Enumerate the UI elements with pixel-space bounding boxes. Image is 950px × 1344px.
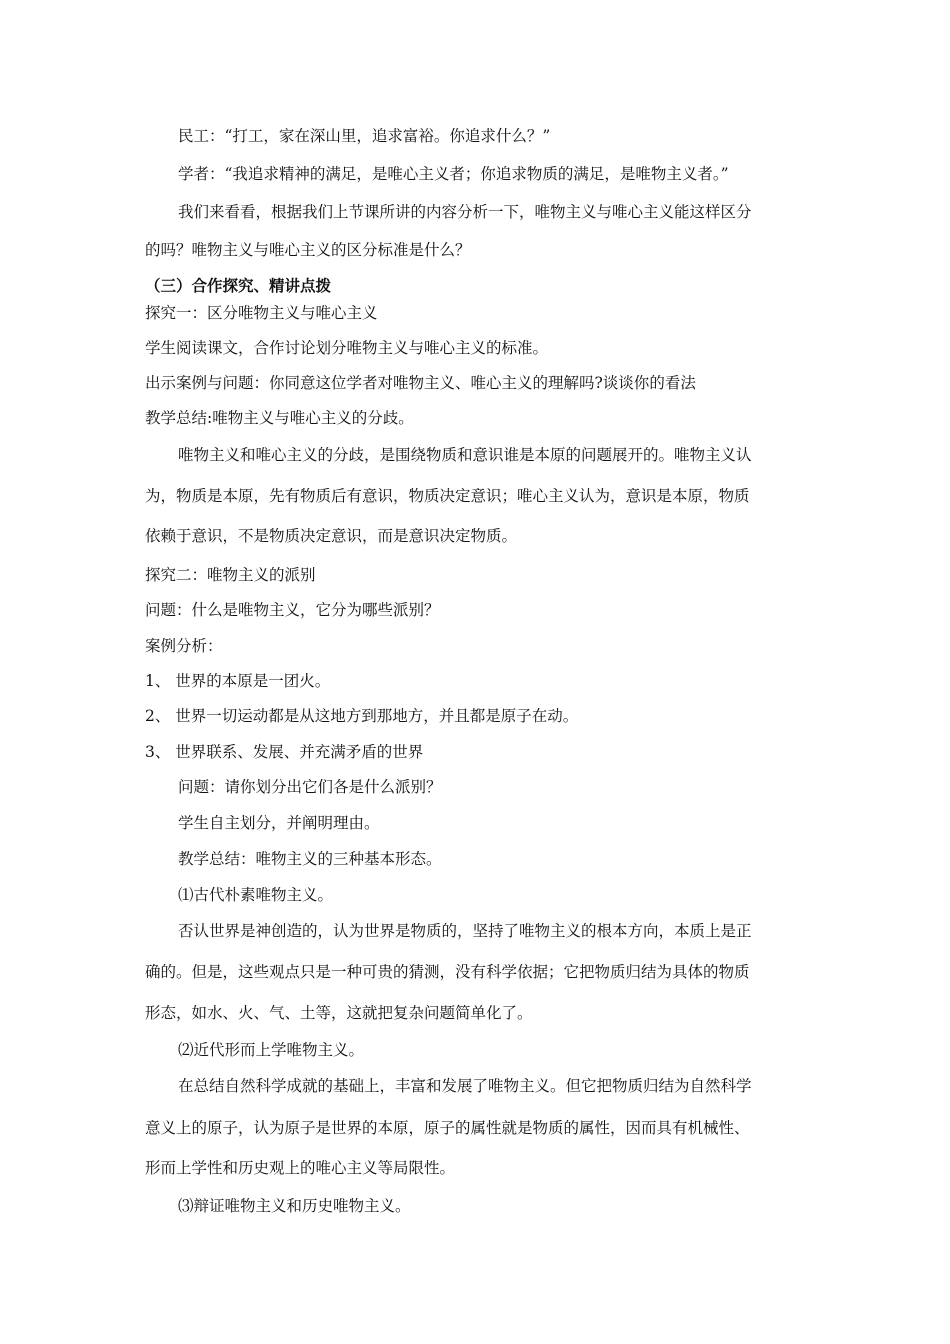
paragraph-line: 出示案例与问题：你同意这位学者对唯物主义、唯心主义的理解吗?谈谈你的看法: [145, 374, 696, 392]
paragraph-line: 的吗？唯物主义与唯心主义的区分标准是什么？: [145, 241, 471, 259]
paragraph-line: 学生自主划分，并阐明理由。: [178, 814, 380, 832]
paragraph-line: 为，物质是本原，先有物质后有意识，物质决定意识；唯心主义认为，意识是本原，物质: [145, 487, 750, 505]
dialogue-worker-line: 民工：“打工，家在深山里，追求富裕。你追求什么？”: [178, 127, 551, 145]
subsection-heading: ⑶辩证唯物主义和历史唯物主义。: [178, 1197, 411, 1215]
paragraph-line: 教学总结：唯物主义的三种基本形态。: [178, 850, 442, 868]
paragraph-line: 问题：请你划分出它们各是什么派别？: [178, 778, 442, 796]
paragraph-line: 依赖于意识，不是物质决定意识，而是意识决定物质。: [145, 527, 518, 545]
list-item: 3、 世界联系、发展、并充满矛盾的世界: [145, 743, 424, 761]
paragraph-line: 学生阅读课文，合作讨论划分唯物主义与唯心主义的标准。: [145, 339, 549, 357]
paragraph-line: 教学总结:唯物主义与唯心主义的分歧。: [145, 409, 414, 427]
list-item: 2、 世界一切运动都是从这地方到那地方，并且都是原子在动。: [145, 707, 579, 725]
dialogue-scholar-line: 学者：“我追求精神的满足，是唯心主义者；你追求物质的满足，是唯物主义者。”: [178, 165, 729, 183]
paragraph-line: 唯物主义和唯心主义的分歧，是围绕物质和意识谁是本原的问题展开的。唯物主义认: [178, 446, 752, 464]
paragraph-line: 意义上的原子，认为原子是世界的本原，原子的属性就是物质的属性，因而具有机械性、: [145, 1119, 750, 1137]
list-item: 1、 世界的本原是一团火。: [145, 672, 331, 690]
inquiry-one-heading: 探究一：区分唯物主义与唯心主义: [145, 304, 378, 322]
paragraph-line: 我们来看看，根据我们上节课所讲的内容分析一下，唯物主义与唯心主义能这样区分: [178, 203, 752, 221]
section-heading: （三）合作探究、精讲点拨: [145, 276, 332, 295]
paragraph-line: 问题：什么是唯物主义，它分为哪些派别？: [145, 601, 440, 619]
paragraph-line: 案例分析：: [145, 637, 223, 655]
paragraph-line: 形而上学性和历史观上的唯心主义等局限性。: [145, 1159, 456, 1177]
paragraph-line: 确的。但是，这些观点只是一种可贵的猜测，没有科学依据；它把物质归结为具体的物质: [145, 963, 750, 981]
subsection-heading: ⑵近代形而上学唯物主义。: [178, 1041, 365, 1059]
paragraph-line: 形态，如水、火、气、土等，这就把复杂问题简单化了。: [145, 1004, 533, 1022]
paragraph-line: 在总结自然科学成就的基础上，丰富和发展了唯物主义。但它把物质归结为自然科学: [178, 1077, 752, 1095]
paragraph-line: 否认世界是神创造的，认为世界是物质的，坚持了唯物主义的根本方向，本质上是正: [178, 922, 752, 940]
subsection-heading: ⑴古代朴素唯物主义。: [178, 886, 334, 904]
inquiry-two-heading: 探究二：唯物主义的派别: [145, 566, 316, 584]
